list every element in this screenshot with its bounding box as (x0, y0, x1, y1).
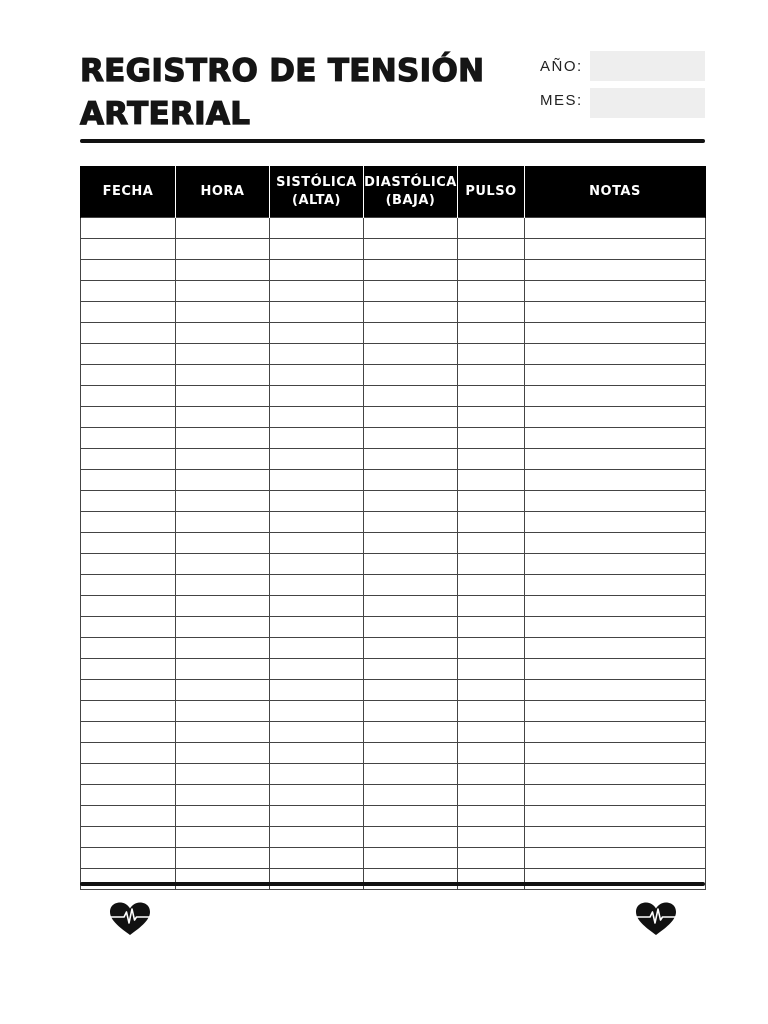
table-cell[interactable] (176, 806, 270, 827)
table-cell[interactable] (458, 344, 525, 365)
table-cell[interactable] (176, 365, 270, 386)
table-cell[interactable] (176, 575, 270, 596)
table-cell[interactable] (270, 428, 364, 449)
table-cell[interactable] (81, 407, 176, 428)
bottom-divider (80, 882, 705, 886)
table-cell[interactable] (525, 470, 706, 491)
year-label: AÑO: (540, 58, 583, 75)
table-cell[interactable] (364, 743, 458, 764)
column-header-diastolic: DIASTÓLICA (BAJA) (364, 166, 458, 218)
table-cell[interactable] (81, 302, 176, 323)
table-cell[interactable] (176, 281, 270, 302)
table-cell[interactable] (364, 701, 458, 722)
table-cell[interactable] (270, 680, 364, 701)
table-cell[interactable] (458, 470, 525, 491)
table-cell[interactable] (176, 533, 270, 554)
table-cell[interactable] (525, 827, 706, 848)
table-cell[interactable] (81, 806, 176, 827)
month-label: MES: (540, 92, 583, 109)
table-cell[interactable] (364, 470, 458, 491)
table-cell[interactable] (270, 659, 364, 680)
table-row (81, 407, 706, 428)
table-cell[interactable] (176, 659, 270, 680)
table-cell[interactable] (525, 407, 706, 428)
table-cell[interactable] (364, 869, 458, 890)
table-cell[interactable] (176, 302, 270, 323)
table-cell[interactable] (458, 638, 525, 659)
table-cell[interactable] (81, 533, 176, 554)
table-cell[interactable] (81, 617, 176, 638)
table-cell[interactable] (270, 344, 364, 365)
table-cell[interactable] (81, 827, 176, 848)
column-header-time: HORA (176, 166, 270, 218)
table-cell[interactable] (458, 449, 525, 470)
table-cell[interactable] (525, 722, 706, 743)
table-row (81, 617, 706, 638)
table-cell[interactable] (525, 575, 706, 596)
table-cell[interactable] (81, 386, 176, 407)
table-cell[interactable] (270, 407, 364, 428)
table-cell[interactable] (458, 281, 525, 302)
table-cell[interactable] (525, 743, 706, 764)
table-cell[interactable] (176, 407, 270, 428)
table-cell[interactable] (525, 848, 706, 869)
table-cell[interactable] (458, 806, 525, 827)
table-cell[interactable] (176, 743, 270, 764)
table-cell[interactable] (270, 302, 364, 323)
table-cell[interactable] (525, 218, 706, 239)
table-cell[interactable] (458, 827, 525, 848)
table-cell[interactable] (458, 218, 525, 239)
table-cell[interactable] (176, 428, 270, 449)
table-cell[interactable] (525, 365, 706, 386)
table-cell[interactable] (458, 512, 525, 533)
table-cell[interactable] (458, 365, 525, 386)
table-cell[interactable] (458, 617, 525, 638)
table-cell[interactable] (458, 386, 525, 407)
heart-pulse-icon (635, 902, 677, 936)
table-cell[interactable] (81, 428, 176, 449)
table-cell[interactable] (176, 323, 270, 344)
table-cell[interactable] (458, 848, 525, 869)
table-row (81, 344, 706, 365)
table-cell[interactable] (81, 848, 176, 869)
table-cell[interactable] (270, 764, 364, 785)
table-cell[interactable] (525, 638, 706, 659)
table-cell[interactable] (270, 785, 364, 806)
table-row (81, 365, 706, 386)
table-cell[interactable] (270, 491, 364, 512)
table-row (81, 596, 706, 617)
table-cell[interactable] (364, 827, 458, 848)
table-cell[interactable] (270, 575, 364, 596)
table-cell[interactable] (81, 218, 176, 239)
table-row (81, 491, 706, 512)
table-cell[interactable] (525, 806, 706, 827)
table-cell[interactable] (270, 365, 364, 386)
table-row (81, 302, 706, 323)
table-cell[interactable] (458, 323, 525, 344)
table-cell[interactable] (458, 722, 525, 743)
table-row (81, 428, 706, 449)
table-cell[interactable] (270, 806, 364, 827)
table-row (81, 323, 706, 344)
table-cell[interactable] (270, 596, 364, 617)
table-cell[interactable] (525, 764, 706, 785)
table-cell[interactable] (81, 365, 176, 386)
table-cell[interactable] (176, 218, 270, 239)
table-cell[interactable] (364, 428, 458, 449)
table-cell[interactable] (270, 323, 364, 344)
table-row (81, 281, 706, 302)
table-cell[interactable] (364, 218, 458, 239)
table-cell[interactable] (364, 302, 458, 323)
heart-pulse-icon (109, 902, 151, 936)
table-cell[interactable] (364, 806, 458, 827)
table-cell[interactable] (81, 281, 176, 302)
table-cell[interactable] (458, 596, 525, 617)
table-cell[interactable] (81, 323, 176, 344)
table-cell[interactable] (270, 638, 364, 659)
table-cell[interactable] (525, 596, 706, 617)
table-cell[interactable] (270, 386, 364, 407)
table-cell[interactable] (364, 722, 458, 743)
table-cell[interactable] (364, 659, 458, 680)
table-row (81, 554, 706, 575)
table-row (81, 470, 706, 491)
table-cell[interactable] (81, 680, 176, 701)
table-cell[interactable] (364, 407, 458, 428)
table-cell[interactable] (364, 323, 458, 344)
table-cell[interactable] (525, 659, 706, 680)
table-cell[interactable] (364, 491, 458, 512)
table-row (81, 722, 706, 743)
table-cell[interactable] (176, 701, 270, 722)
top-divider (80, 139, 705, 143)
table-cell[interactable] (270, 869, 364, 890)
table-cell[interactable] (270, 260, 364, 281)
column-header-pulse: PULSO (458, 166, 525, 218)
table-row (81, 449, 706, 470)
table-cell[interactable] (525, 386, 706, 407)
year-field[interactable] (590, 51, 705, 81)
table-row (81, 533, 706, 554)
table-cell[interactable] (176, 722, 270, 743)
table-cell[interactable] (458, 407, 525, 428)
table-cell[interactable] (81, 722, 176, 743)
table-cell[interactable] (364, 764, 458, 785)
table-cell[interactable] (458, 764, 525, 785)
table-cell[interactable] (81, 701, 176, 722)
table-row (81, 764, 706, 785)
table-cell[interactable] (525, 491, 706, 512)
table-cell[interactable] (458, 491, 525, 512)
table-cell[interactable] (364, 554, 458, 575)
table-cell[interactable] (270, 848, 364, 869)
table-cell[interactable] (176, 449, 270, 470)
table-cell[interactable] (458, 680, 525, 701)
table-cell[interactable] (176, 344, 270, 365)
table-cell[interactable] (458, 428, 525, 449)
table-cell[interactable] (458, 302, 525, 323)
table-row (81, 638, 706, 659)
table-cell[interactable] (81, 659, 176, 680)
table-cell[interactable] (270, 281, 364, 302)
table-cell[interactable] (176, 638, 270, 659)
table-cell[interactable] (176, 617, 270, 638)
table-cell[interactable] (364, 344, 458, 365)
table-cell[interactable] (81, 764, 176, 785)
table-cell[interactable] (176, 680, 270, 701)
column-header-notes: NOTAS (525, 166, 706, 218)
table-cell[interactable] (525, 281, 706, 302)
table-cell[interactable] (364, 281, 458, 302)
table-cell[interactable] (364, 638, 458, 659)
table-cell[interactable] (364, 848, 458, 869)
table-cell[interactable] (176, 764, 270, 785)
table-body (81, 218, 706, 890)
table-cell[interactable] (176, 869, 270, 890)
table-cell[interactable] (458, 533, 525, 554)
table-cell[interactable] (270, 449, 364, 470)
table-cell[interactable] (364, 680, 458, 701)
table-cell[interactable] (81, 491, 176, 512)
table-cell[interactable] (525, 785, 706, 806)
table-cell[interactable] (525, 323, 706, 344)
table-cell[interactable] (525, 680, 706, 701)
table-cell[interactable] (458, 785, 525, 806)
table-cell[interactable] (176, 512, 270, 533)
table-cell[interactable] (270, 512, 364, 533)
table-cell[interactable] (458, 260, 525, 281)
table-cell[interactable] (364, 617, 458, 638)
table-row (81, 743, 706, 764)
table-cell[interactable] (364, 365, 458, 386)
table-cell[interactable] (364, 260, 458, 281)
table-cell[interactable] (176, 827, 270, 848)
table-cell[interactable] (176, 554, 270, 575)
table-row (81, 827, 706, 848)
table-row (81, 512, 706, 533)
table-cell[interactable] (270, 722, 364, 743)
table-cell[interactable] (270, 218, 364, 239)
table-cell[interactable] (364, 386, 458, 407)
table-cell[interactable] (176, 470, 270, 491)
table-cell[interactable] (458, 869, 525, 890)
table-row (81, 785, 706, 806)
page-title (80, 50, 510, 136)
table-cell[interactable] (81, 449, 176, 470)
table-row (81, 218, 706, 239)
table-cell[interactable] (270, 533, 364, 554)
table-cell[interactable] (270, 554, 364, 575)
table-cell[interactable] (81, 575, 176, 596)
table-row (81, 659, 706, 680)
table-cell[interactable] (176, 239, 270, 260)
column-header-systolic: SISTÓLICA (ALTA) (270, 166, 364, 218)
title-line-1: REGISTRO DE TENSIÓN (80, 53, 485, 89)
table-cell[interactable] (458, 659, 525, 680)
table-row (81, 260, 706, 281)
table-cell[interactable] (364, 239, 458, 260)
table-row (81, 386, 706, 407)
table-cell[interactable] (458, 575, 525, 596)
table-cell[interactable] (176, 386, 270, 407)
blood-pressure-log-table (80, 166, 706, 890)
title-line-2: ARTERIAL (80, 96, 251, 132)
table-header-row (81, 166, 706, 218)
month-field[interactable] (590, 88, 705, 118)
table-row (81, 869, 706, 890)
table-cell[interactable] (458, 239, 525, 260)
table-cell[interactable] (81, 785, 176, 806)
table-cell[interactable] (81, 239, 176, 260)
table-cell[interactable] (81, 470, 176, 491)
table-cell[interactable] (81, 260, 176, 281)
table-cell[interactable] (81, 512, 176, 533)
table-cell[interactable] (525, 533, 706, 554)
table-cell[interactable] (458, 743, 525, 764)
table-row (81, 806, 706, 827)
table-cell[interactable] (81, 344, 176, 365)
table-cell[interactable] (525, 554, 706, 575)
table-cell[interactable] (81, 554, 176, 575)
table-cell[interactable] (364, 785, 458, 806)
table-row (81, 848, 706, 869)
column-header-date: FECHA (81, 166, 176, 218)
table-cell[interactable] (176, 848, 270, 869)
table-cell[interactable] (81, 596, 176, 617)
table-cell[interactable] (525, 428, 706, 449)
table-cell[interactable] (458, 701, 525, 722)
table-cell[interactable] (270, 827, 364, 848)
table-cell[interactable] (525, 449, 706, 470)
table-cell[interactable] (270, 470, 364, 491)
table-row (81, 701, 706, 722)
table-cell[interactable] (364, 575, 458, 596)
table-cell[interactable] (270, 239, 364, 260)
table-cell[interactable] (81, 638, 176, 659)
table-cell[interactable] (364, 596, 458, 617)
table-cell[interactable] (176, 260, 270, 281)
table-cell[interactable] (270, 743, 364, 764)
table-cell[interactable] (525, 869, 706, 890)
table-cell[interactable] (525, 239, 706, 260)
table-cell[interactable] (364, 533, 458, 554)
table-cell[interactable] (364, 449, 458, 470)
table-cell[interactable] (81, 869, 176, 890)
table-cell[interactable] (458, 554, 525, 575)
table-row (81, 239, 706, 260)
table-cell[interactable] (364, 512, 458, 533)
table-row (81, 680, 706, 701)
table-cell[interactable] (525, 344, 706, 365)
table-cell[interactable] (270, 701, 364, 722)
table-cell[interactable] (176, 491, 270, 512)
table-cell[interactable] (270, 617, 364, 638)
table-cell[interactable] (525, 701, 706, 722)
table-cell[interactable] (525, 302, 706, 323)
table-cell[interactable] (525, 512, 706, 533)
table-cell[interactable] (176, 596, 270, 617)
table-row (81, 575, 706, 596)
table-cell[interactable] (176, 785, 270, 806)
table-cell[interactable] (525, 260, 706, 281)
table-cell[interactable] (81, 743, 176, 764)
table-cell[interactable] (525, 617, 706, 638)
